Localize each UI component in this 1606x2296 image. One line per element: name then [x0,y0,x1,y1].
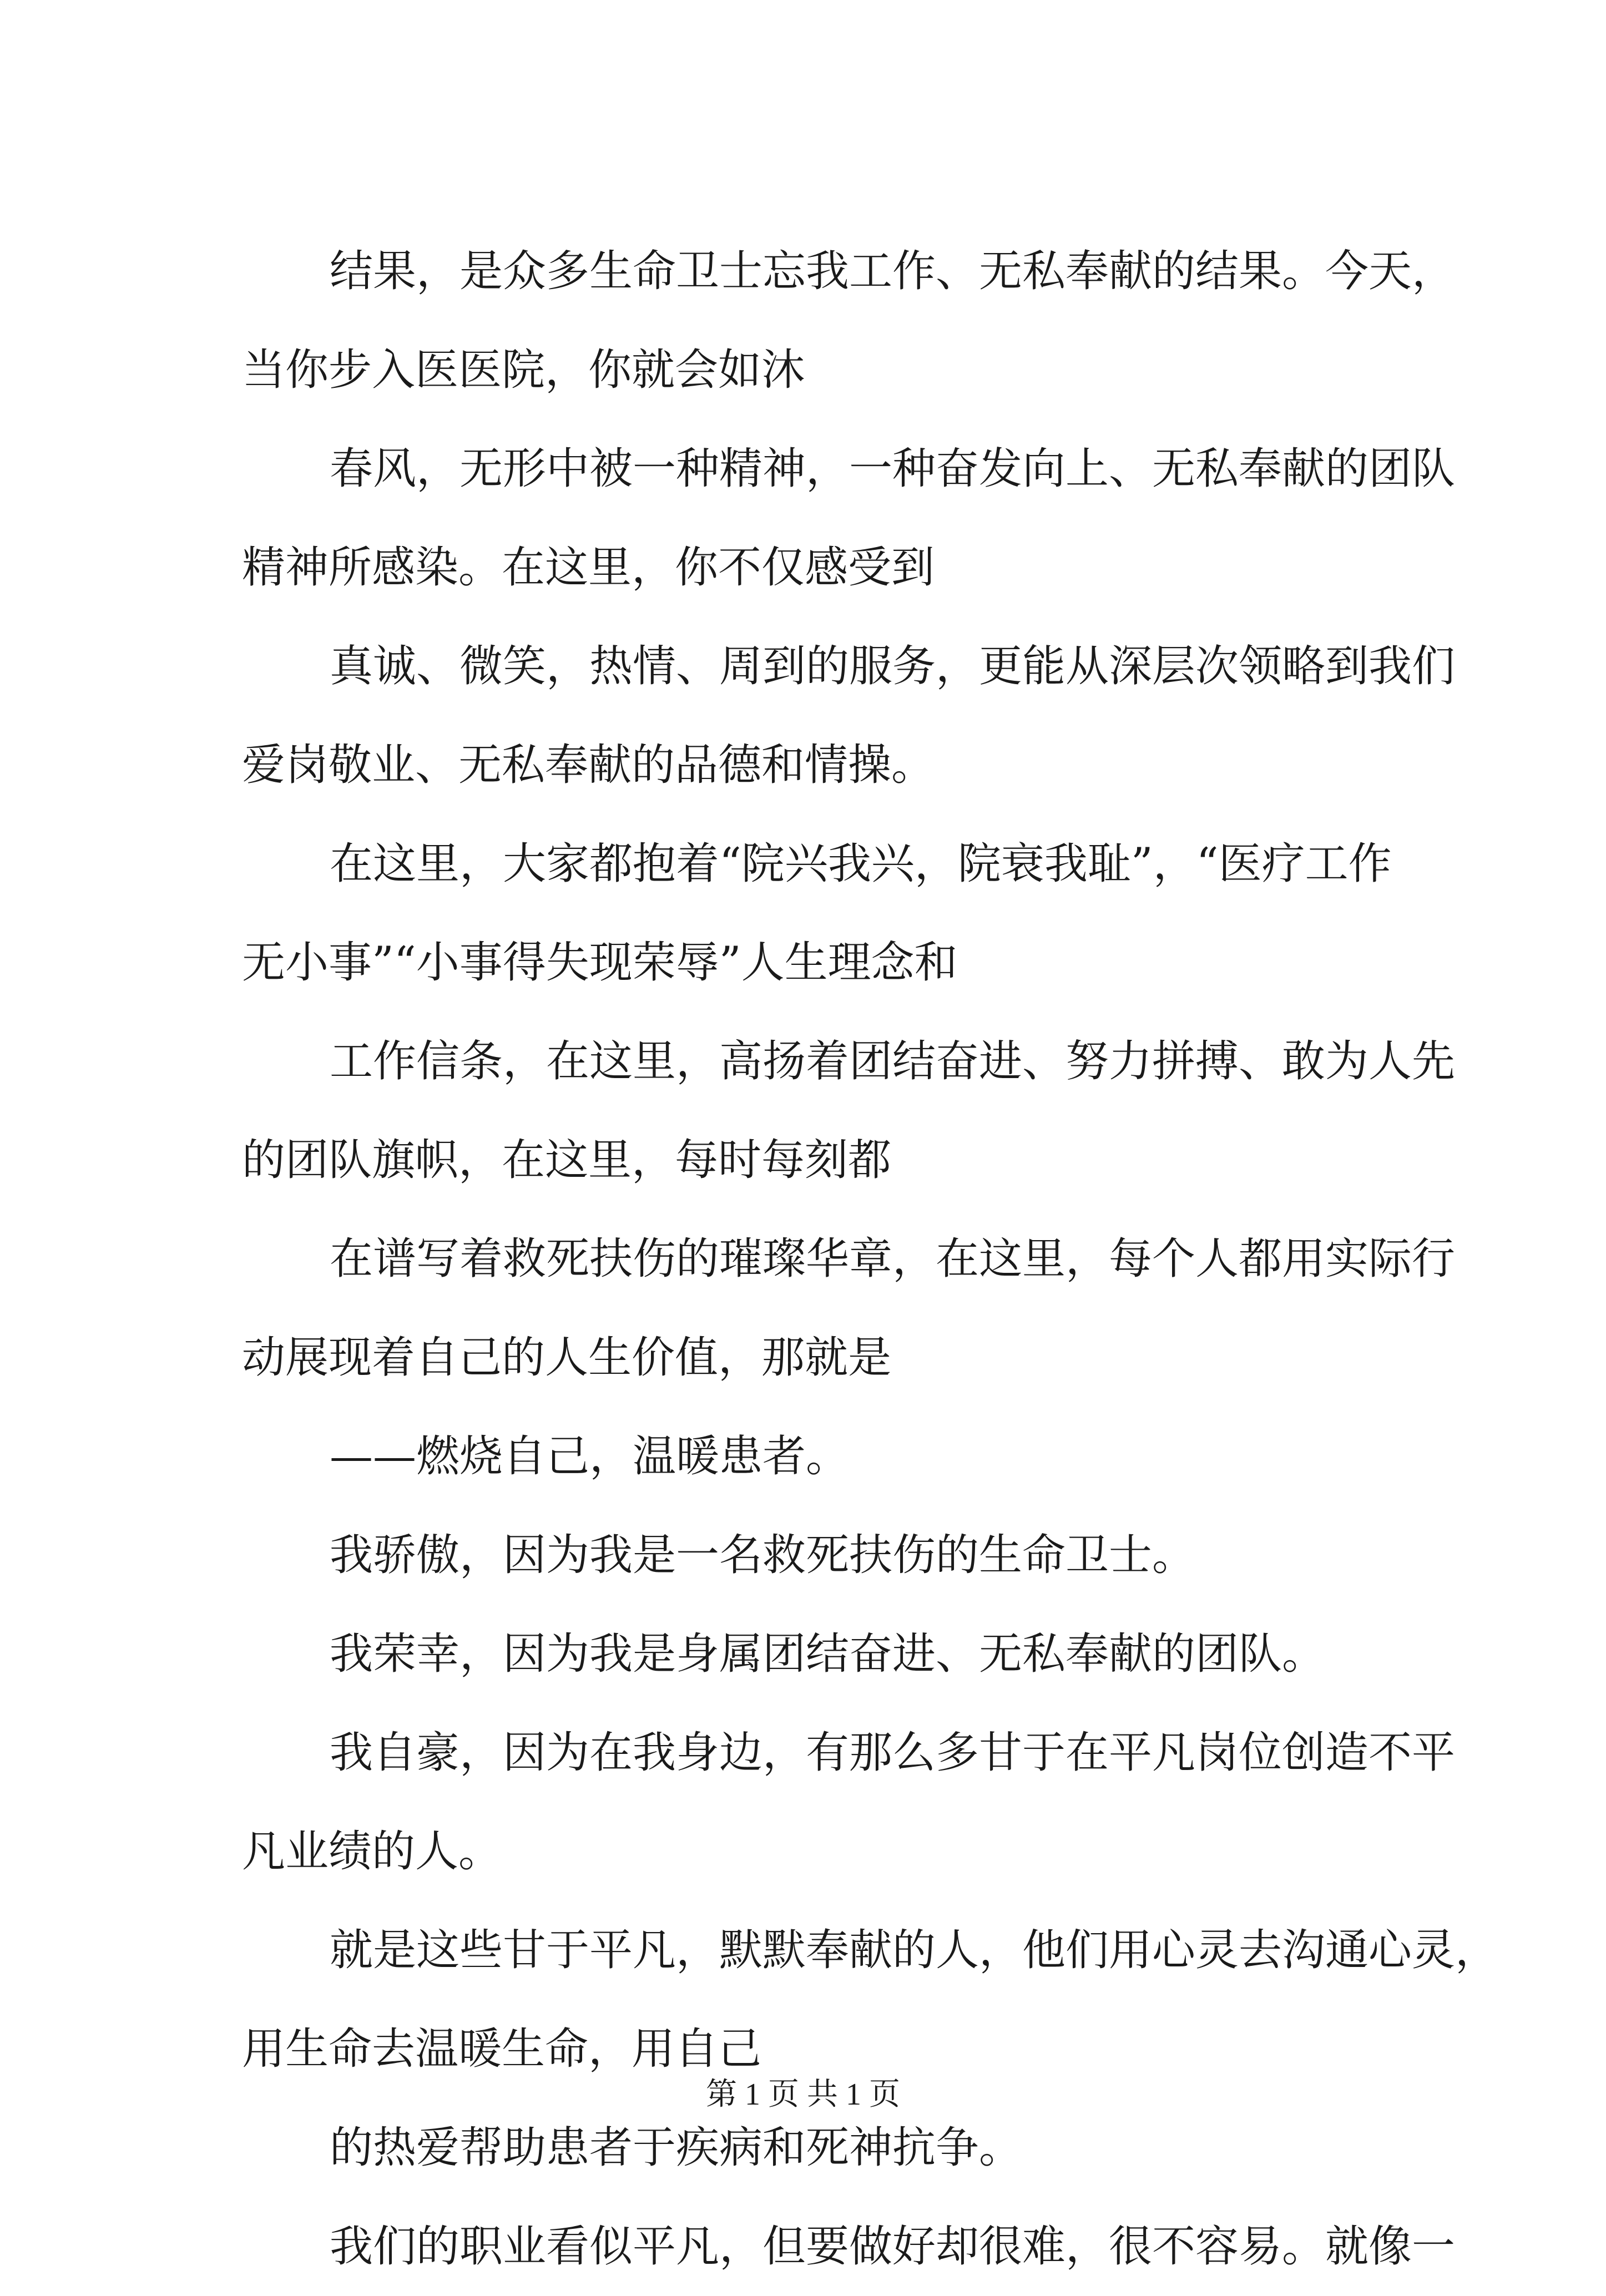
text-line: 工作信条，在这里，高扬着团结奋进、努力拼搏、敢为人先 [330,1036,1456,1086]
text-line: 爱岗敬业、无私奉献的品德和情操。 [242,740,935,790]
text-line: 就是这些甘于平凡，默默奉献的人，他们用心灵去沟通心灵， [330,1925,1499,1975]
text-line: 无小事”“小事得失现荣辱”人生理念和 [242,938,958,988]
text-line: 的团队旗帜，在这里，每时每刻都 [242,1135,892,1185]
text-line: 结果，是众多生命卫士忘我工作、无私奉献的结果。今天， [330,246,1456,296]
text-line: 凡业绩的人。 [242,1827,502,1877]
body-text [242,222,1499,2296]
text-line: 我骄傲，因为我是一名救死扶伤的生命卫士。 [330,1530,1196,1580]
text-line: 我荣幸，因为我是身属团结奋进、无私奉献的团队。 [330,1629,1326,1679]
text-line: 我自豪，因为在我身边，有那么多甘于在平凡岗位创造不平 [330,1728,1456,1778]
text-line: 我们的职业看似平凡，但要做好却很难，很不容易。就像一 [330,2222,1456,2272]
text-line: ——燃烧自己，温暖患者。 [330,1432,850,1481]
text-line: 动展现着自己的人生价值，那就是 [242,1333,892,1383]
text-line: 精神所感染。在这里，你不仅感受到 [242,543,935,593]
page-footer: 第 1 页 共 1 页 [706,2077,900,2112]
text-line: 当你步入医医院，你就会如沐 [242,345,805,395]
text-line: 真诚、微笑，热情、周到的服务，更能从深层次领略到我们 [330,641,1456,691]
text-line: 用生命去温暖生命，用自己 [242,2024,762,2074]
text-line: 在这里，大家都抱着“院兴我兴，院衰我耻”，“医疗工作 [330,839,1392,889]
text-line: 在谱写着救死扶伤的璀璨华章，在这里，每个人都用实际行 [330,1234,1456,1284]
text-line: 春风，无形中被一种精神，一种奋发向上、无私奉献的团队 [330,444,1456,494]
text-line: 的热爱帮助患者于疾病和死神抗争。 [330,2123,1023,2173]
